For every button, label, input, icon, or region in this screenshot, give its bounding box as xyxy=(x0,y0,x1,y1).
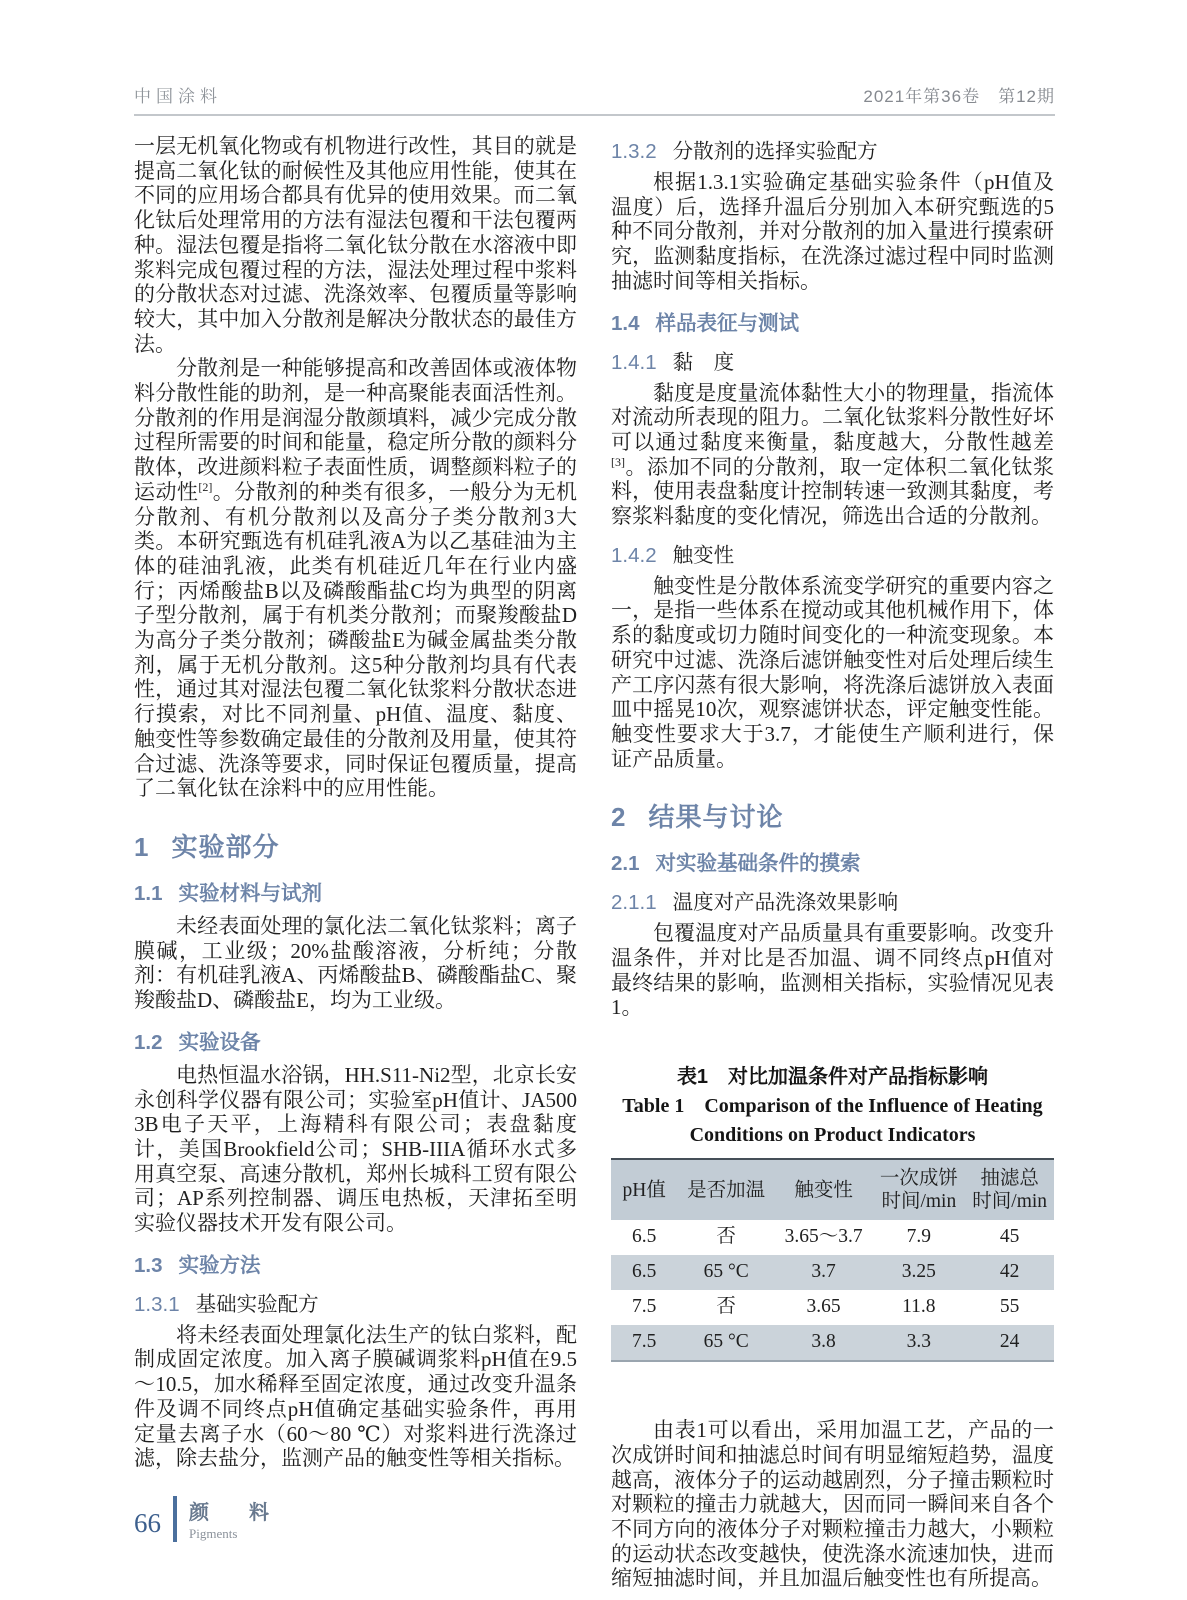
paragraph-dispersant-formula: 根据1.3.1实验确定基础实验条件（pH值及温度）后，选择升温后分别加入本研究甄选的5种不同分散剂，并对分散剂的加入量进行摸索研究，监测黏度指标，在洗涤过滤过程中同时监测抽滤时间等相关指标。 xyxy=(611,170,1054,293)
table-row xyxy=(611,1255,1054,1290)
paragraph-thixotropy: 触变性是分散体系流变学研究的重要内容之一，是指一些体系在搅动或其他机械作用下，体系的黏度或切力随时间变化的一种流变现象。本研究中过滤、洗涤后滤饼触变性对后处理后续生产工序闪蒸有很大影响，将洗涤后滤饼放入表面皿中摇晃10次，观察滤饼状态，评定触变性能。触变性要求大于3.7，才能使生产顺利进行，保证产品质量。 xyxy=(611,573,1054,771)
section-title: 实验方法 xyxy=(178,1253,261,1277)
col-header-filter-time xyxy=(965,1159,1054,1220)
cell-heating: 65 °C xyxy=(703,1261,749,1283)
section-title: 样品表征与测试 xyxy=(655,311,799,335)
col-header-line: 时间/min xyxy=(881,1191,957,1213)
subsubsection-heading-1-3-2-dispersant-formula xyxy=(611,134,1054,164)
table-row xyxy=(611,1290,1054,1325)
citation-ref-2: [2] xyxy=(198,479,213,494)
section-number: 1.3 xyxy=(134,1253,163,1277)
col-header-line: 一次成饼 xyxy=(879,1168,958,1190)
section-heading-1-experimental xyxy=(134,827,577,864)
cell-filter-time: 45 xyxy=(999,1226,1020,1248)
subsubsection-heading-2-1-1-temperature-effect xyxy=(611,885,1054,915)
col-header-heating: 是否加温 xyxy=(687,1179,766,1201)
section-title: 基础实验配方 xyxy=(195,1293,319,1316)
left-column xyxy=(134,134,577,1591)
cell-heating: 否 xyxy=(716,1296,736,1318)
subsubsection-heading-1-4-2-thixotropy xyxy=(611,538,1054,568)
subsubsection-heading-1-3-1-base-formula xyxy=(134,1287,577,1317)
cell-cake-time: 3.3 xyxy=(906,1331,932,1353)
cell-filter-time: 42 xyxy=(999,1261,1020,1283)
section-number: 2.1.1 xyxy=(611,891,657,915)
running-head xyxy=(134,82,1055,116)
section-number: 2.1 xyxy=(611,852,640,876)
table-row xyxy=(611,1325,1054,1361)
paragraph-text: 。添加不同的分散剂，取一定体积二氧化钛浆料，使用表盘黏度计控制转速一致测其黏度，考察浆料黏度的变化情况，筛选出合适的分散剂。 xyxy=(611,454,1054,529)
right-column xyxy=(611,134,1054,1591)
cell-ph: 7.5 xyxy=(632,1296,657,1318)
footer-divider-bar xyxy=(173,1496,177,1542)
table-header-row xyxy=(611,1159,1054,1220)
col-header-ph: pH值 xyxy=(622,1179,666,1201)
journal-name: 中国涂料 xyxy=(134,87,222,106)
paragraph-intro-continuation: 一层无机氧化物或有机物进行改性，其目的就是提高二氧化钛的耐候性及其他应用性能，使其在不同的应用场合都具有优异的使用效果。而二氧化钛后处理常用的方法有湿法包覆和干法包覆两种。湿法包覆是指将二氧化钛分散在水溶液中即浆料完成包覆过程的方法，湿法处理过程中浆料的分散状态对过滤、洗涤效率、包覆质量等影响较大，其中加入分散剂是解决分散状态的最佳方法。 xyxy=(134,134,577,356)
section-title: 实验设备 xyxy=(178,1030,261,1054)
section-heading-2-results xyxy=(611,797,1054,834)
cell-filter-time: 24 xyxy=(999,1331,1020,1353)
col-header-thixotropy: 触变性 xyxy=(794,1179,853,1201)
subsubsection-heading-1-4-1-viscosity xyxy=(611,345,1054,375)
table1-caption-en-line1: Table 1 Comparison of the Influence of Heating xyxy=(622,1095,1043,1118)
paragraph-text: 。分散剂的种类有很多，一般分为无机分散剂、有机分散剂以及高分子类分散剂3大类。本研究甄选有机硅乳液A为以乙基硅油为主体的硅油乳液，此类有机硅近几年在行业内盛行；丙烯酸盐B以及磷酸酯盐C均为典型的阴离子型分散剂，属于有机类分散剂；而聚羧酸盐D为高分子类分散剂；磷酸盐E为碱金属盐类分散剂，属于无机分散剂。这5种分散剂均具有代表性，通过其对湿法包覆二氧化钛浆料分散状态进行摸索，对比不同剂量、pH值、温度、黏度、触变性等参数确定最佳的分散剂及用量，使其符合过滤、洗涤等要求，同时保证包覆质量，提高了二氧化钛在涂料中的应用性能。 xyxy=(134,479,578,801)
subsection-heading-1-2-equipment xyxy=(134,1025,577,1055)
section-title: 实验材料与试剂 xyxy=(178,881,322,905)
table1-caption xyxy=(611,1062,1054,1150)
paragraph-materials: 未经表面处理的氯化法二氧化钛浆料；离子膜碱，工业级；20%盐酸溶液，分析纯；分散剂：有机硅乳液A、丙烯酸盐B、磷酸酯盐C、聚羧酸盐D、磷酸盐E，均为工业级。 xyxy=(134,913,577,1013)
section-number: 1.1 xyxy=(134,881,163,905)
subsection-heading-1-4-characterization xyxy=(611,306,1054,336)
section-number: 1.4.2 xyxy=(611,543,657,567)
paragraph-text: 分散剂是一种能够提高和改善固体或液体物料分散性能的助剂，是一种高聚能表面活性剂。分散剂的作用是润湿分散颜填料，减少完成分散过程所需要的时间和能量，稳定所分散的颜料分散体，改进颜料粒子表面性质，调整颜料粒子的运动性 xyxy=(134,356,577,504)
cell-cake-time: 7.9 xyxy=(906,1226,932,1248)
cell-cake-time: 11.8 xyxy=(902,1296,936,1318)
table-row xyxy=(611,1220,1054,1255)
cell-filter-time: 55 xyxy=(999,1296,1020,1318)
section-title: 黏 度 xyxy=(672,351,735,374)
section-title: 分散剂的选择实验配方 xyxy=(672,141,878,163)
table1-heating-conditions xyxy=(611,1158,1054,1362)
section-number: 1.4.1 xyxy=(611,350,657,374)
page-number: 66 xyxy=(134,1507,161,1538)
subsection-heading-1-3-methods xyxy=(134,1248,577,1278)
citation-ref-3: [3] xyxy=(611,454,625,469)
paragraph-dispersant-overview xyxy=(134,356,577,801)
subsection-heading-2-1-base-conditions xyxy=(611,846,1054,876)
section-title: 对实验基础条件的摸索 xyxy=(655,852,861,876)
section-number: 2 xyxy=(611,802,627,833)
section-number: 1.3.1 xyxy=(134,1292,180,1316)
section-title: 结果与讨论 xyxy=(648,802,784,833)
table1-caption-zh: 表1 对比加温条件对产品指标影响 xyxy=(676,1066,989,1089)
cell-thixotropy: 3.65 xyxy=(806,1296,841,1318)
section-number: 1 xyxy=(134,831,150,862)
table1-caption-en-line2: Conditions on Product Indicators xyxy=(689,1124,976,1147)
section-title: 实验部分 xyxy=(171,831,280,862)
cell-thixotropy: 3.8 xyxy=(811,1331,836,1353)
section-number: 1.3.2 xyxy=(611,140,657,163)
cell-thixotropy: 3.7 xyxy=(811,1261,836,1283)
paragraph-base-formula: 将未经表面处理氯化法生产的钛白浆料，配制成固定浓度。加入离子膜碱调浆料pH值在9.5～10.5，加水稀释至固定浓度，通过改变升温条件及调不同终点pH值确定基础实验条件，再用定量去离子水（60～80 ℃）对浆料进行洗涤过滤，除去盐分，监测产品的触变性等相关指标。 xyxy=(134,1322,577,1471)
cell-heating: 65 °C xyxy=(703,1331,749,1353)
subsection-heading-1-1-materials xyxy=(134,876,577,906)
footer-section xyxy=(189,1496,279,1542)
cell-ph: 6.5 xyxy=(632,1226,657,1248)
cell-cake-time: 3.25 xyxy=(901,1261,936,1283)
paragraph-text: 黏度是度量流体黏性大小的物理量，指流体对流动所表现的阻力。二氧化钛浆料分散性好坏可以通过黏度来衡量，黏度越大，分散性越差 xyxy=(611,380,1054,454)
section-number: 1.2 xyxy=(134,1030,163,1054)
paragraph-temperature-effect: 包覆温度对产品质量具有重要影响。改变升温条件，并对比是否加温、调不同终点pH值对最终结果的影响，监测相关指标，实验情况见表1。 xyxy=(611,921,1054,1020)
cell-heating: 否 xyxy=(716,1226,736,1248)
page-footer xyxy=(134,1496,279,1542)
cell-ph: 6.5 xyxy=(632,1261,657,1283)
col-header-cake-time xyxy=(872,1159,965,1220)
section-number: 1.4 xyxy=(611,311,640,335)
section-title: 温度对产品洗涤效果影响 xyxy=(672,892,899,915)
two-column-body xyxy=(134,134,1055,1591)
col-header-line: 时间/min xyxy=(972,1191,1048,1213)
paragraph-viscosity xyxy=(611,381,1054,529)
section-title: 触变性 xyxy=(672,544,735,567)
col-header-line: 抽滤总 xyxy=(980,1168,1039,1190)
footer-section-zh: 颜 料 xyxy=(189,1502,279,1524)
paragraph-equipment: 电热恒温水浴锅，HH.S11-Ni2型，北京长安永创科学仪器有限公司；实验室pH值计、JA5003B电子天平，上海精科有限公司；表盘黏度计，美国Brookfield公司；SHB-IIIA循环水式多用真空泵、高速分散机，郑州长城科工贸有限公司；AP系列控制器、调压电热板，天津拓至明实验仪器技术开发有限公司。 xyxy=(134,1062,577,1236)
cell-ph: 7.5 xyxy=(632,1331,657,1353)
footer-section-en: Pigments xyxy=(189,1526,238,1541)
paragraph-table-discussion: 由表1可以看出，采用加温工艺，产品的一次成饼时间和抽滤总时间有明显缩短趋势，温度越高，液体分子的运动越剧烈，分子撞击颗粒时对颗粒的撞击力就越大，因而同一瞬间来自各个不同方向的液体分子对颗粒撞击力越大，小颗粒的运动状态改变越快，使洗涤水流速加快，进而缩短抽滤时间，并且加温后触变性也有所提高。 xyxy=(611,1418,1054,1591)
issue-info: 2021年第36卷 第12期 xyxy=(863,87,1055,106)
cell-thixotropy: 3.65～3.7 xyxy=(784,1226,863,1248)
